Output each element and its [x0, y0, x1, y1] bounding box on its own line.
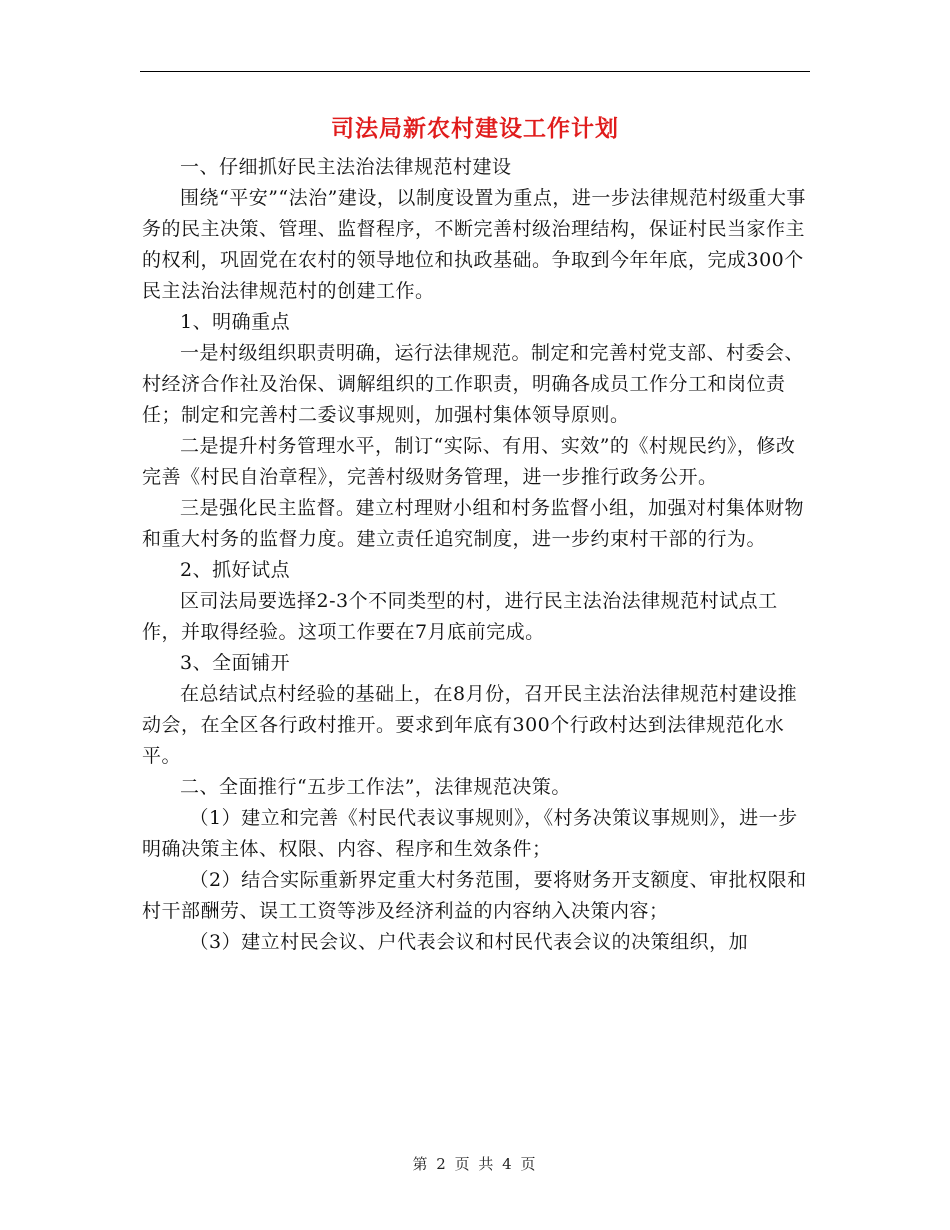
- subheading-2: 2、抓好试点: [180, 559, 291, 581]
- document-body: [142, 152, 810, 958]
- section-heading-2: 二、全面推行“五步工作法”，法律规范决策。: [180, 776, 571, 798]
- document-title: 司法局新农村建设工作计划: [331, 116, 619, 142]
- subheading-3: 3、全面铺开: [180, 652, 291, 674]
- paragraph: 三是强化民主监督。建立村理财小组和村务监督小组，加强对村集体财物和重大村务的监督力度。建立责任追究制度，进一步约束村干部的行为。: [142, 497, 805, 550]
- section-heading-1: 一、仔细抓好民主法治法律规范村建设: [180, 156, 512, 178]
- page-footer: 第 2 页 共 4 页: [412, 1155, 538, 1173]
- paragraph: 在总结试点村经验的基础上，在8月份，召开民主法治法律规范村建设推动会，在全区各行政村推开。要求到年底有300个行政村达到法律规范化水平。: [142, 683, 798, 767]
- subheading-1: 1、明确重点: [180, 311, 291, 333]
- paragraph: 一是村级组织职责明确，运行法律规范。制定和完善村党支部、村委会、村经济合作社及治保、调解组织的工作职责，明确各成员工作分工和岗位责任；制定和完善村二委议事规则，加强村集体领导原则。: [142, 342, 805, 426]
- paragraph: 二是提升村务管理水平，制订“实际、有用、实效”的《村规民约》，修改完善《村民自治章程》，完善村级财务管理，进一步推行政务公开。: [142, 435, 796, 488]
- list-item: （2）结合实际重新界定重大村务范围，要将财务开支额度、审批权限和村干部酬劳、误工工资等涉及经济利益的内容纳入决策内容；: [142, 869, 807, 922]
- header-rule: [140, 71, 810, 72]
- paragraph: 围绕“平安”“法治”建设，以制度设置为重点，进一步法律规范村级重大事务的民主决策、管理、监督程序，不断完善村级治理结构，保证村民当家作主的权利，巩固党在农村的领导地位和执政基础。争取到今年年底，完成300个民主法治法律规范村的创建工作。: [142, 187, 806, 302]
- paragraph: 区司法局要选择2-3个不同类型的村，进行民主法治法律规范村试点工作，并取得经验。这项工作要在7月底前完成。: [142, 590, 778, 643]
- list-item: （1）建立和完善《村民代表议事规则》，《村务决策议事规则》，进一步明确决策主体、权限、内容、程序和生效条件；: [142, 807, 798, 860]
- list-item: （3）建立村民会议、户代表会议和村民代表会议的决策组织，加: [189, 931, 749, 953]
